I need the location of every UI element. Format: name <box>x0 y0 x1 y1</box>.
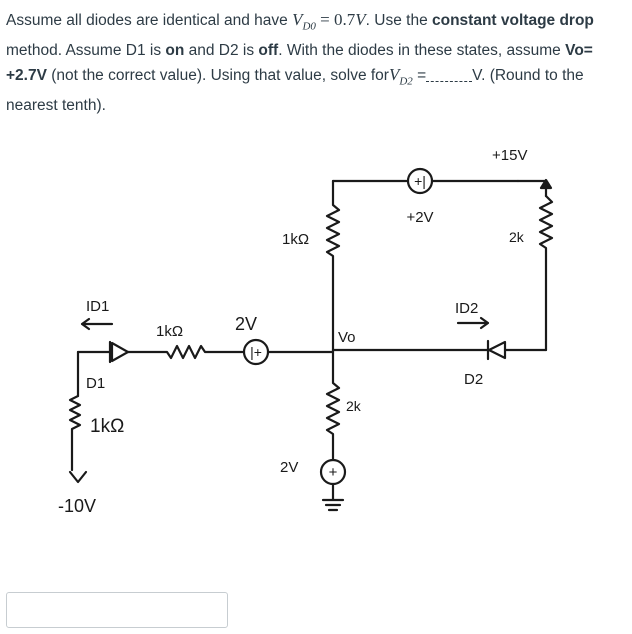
res-2k-mid-label: 2k <box>346 398 361 414</box>
d2-label: D2 <box>464 371 484 388</box>
resistor-1k-handwritten <box>70 396 80 470</box>
question-text-part: V. (Round to the nearest tenth). <box>6 67 584 115</box>
question-text <box>6 8 622 119</box>
constant-voltage-drop-text: constant voltage drop <box>432 12 594 29</box>
question-text-part: . With the diodes in these states, assume <box>278 41 566 59</box>
answer-input[interactable] <box>6 592 228 628</box>
d1-state-text: on <box>165 41 185 59</box>
arrow-10v-down <box>70 472 86 482</box>
vd2-subscript: D2 <box>399 75 413 88</box>
diode-d2 <box>488 341 505 359</box>
answer-blank <box>426 67 472 82</box>
question-text-part: (not the correct value). Using that value, solve for <box>46 67 389 85</box>
res-1k-handwritten-label: 1kΩ <box>90 416 125 437</box>
supply-neg-10v-label: -10V <box>58 496 97 516</box>
source-2v-left-symbol: |+ <box>250 344 262 360</box>
source-2v-left-label: 2V <box>235 314 258 334</box>
question-text-part: = <box>412 67 427 85</box>
vd0-expression <box>292 10 366 33</box>
vd0-subscript: D0 <box>302 20 316 33</box>
vd0-symbol: V <box>292 10 303 29</box>
id2-label: ID2 <box>455 300 479 317</box>
source-2v-bottom-label: 2V <box>280 459 299 476</box>
vo-label: Vo <box>338 329 356 346</box>
res-1k-left-label: 1kΩ <box>156 323 184 340</box>
id1-arrow <box>82 319 112 329</box>
question-text-part: method. Assume D1 is <box>6 41 166 59</box>
question-text-part: Assume all diodes are identical and have <box>6 12 288 29</box>
id2-arrow <box>458 318 488 328</box>
d1-label: D1 <box>86 375 106 392</box>
question-text-part: and D2 is <box>184 41 259 59</box>
vd2-symbol: V <box>388 65 400 85</box>
id1-label: ID1 <box>86 298 110 315</box>
resistor-2k-mid <box>327 350 339 460</box>
source-2v-top-symbol: +| <box>414 173 426 189</box>
d2-state-text: off <box>258 41 279 59</box>
source-2v-bottom-symbol: + <box>328 464 338 481</box>
resistor-2k-right <box>540 196 552 350</box>
circuit-diagram <box>0 130 632 550</box>
ground-symbol <box>323 484 343 510</box>
vo-value-text: +2.7V <box>6 67 47 85</box>
vd0-value: = 0.7 <box>315 10 356 29</box>
question-text-part: . Use the <box>365 12 432 29</box>
res-1k-top-label: 1kΩ <box>282 231 310 248</box>
vo-label-text: Vo= <box>565 41 593 59</box>
res-2k-right-label: 2k <box>509 229 524 245</box>
resistor-1k-left <box>128 346 244 358</box>
vd2-expression <box>388 65 413 88</box>
resistor-1k-top <box>327 181 339 350</box>
vd0-unit: V <box>355 10 366 29</box>
supply-15v-label: +15V <box>492 147 528 164</box>
diode-d1 <box>110 342 128 362</box>
source-2v-top-label: +2V <box>406 209 434 226</box>
